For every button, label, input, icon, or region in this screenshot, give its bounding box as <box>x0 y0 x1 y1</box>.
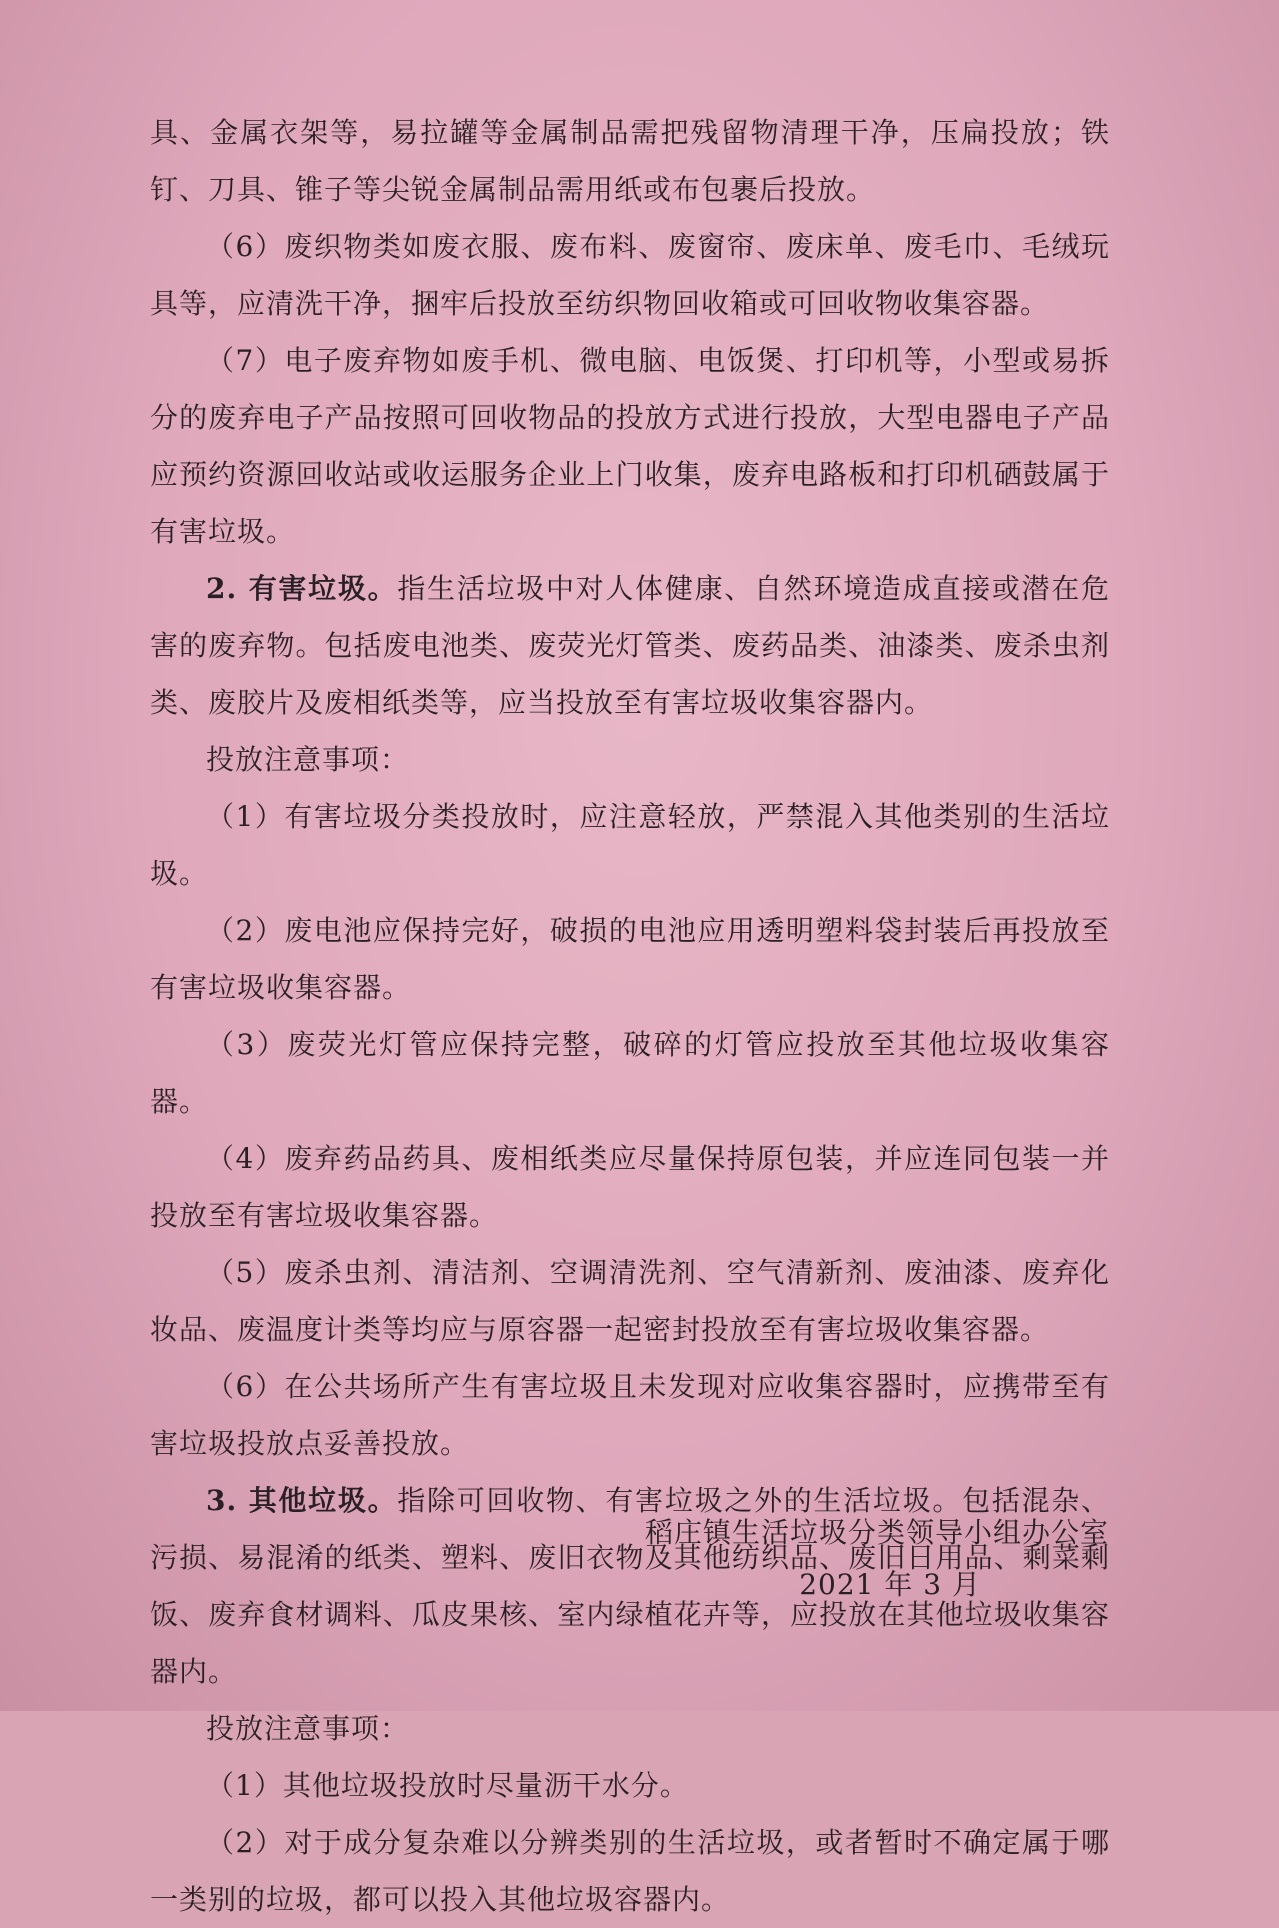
section-heading-other: 3. 其他垃圾。 <box>206 1484 398 1517</box>
paragraph-hazardous-waste <box>150 560 1110 731</box>
document-body <box>150 104 1110 1928</box>
hazardous-note-3: （3）废荧光灯管应保持完整，破碎的灯管应投放至其他垃圾收集容器。 <box>150 1028 1110 1118</box>
paragraph-metal-items: 具、金属衣架等，易拉罐等金属制品需把残留物清理干净，压扁投放；铁钉、刀具、锥子等尖锐金属制品需用纸或布包裹后投放。 <box>150 116 1110 206</box>
hazardous-note-6: （6）在公共场所产生有害垃圾且未发现对应收集容器时，应携带至有害垃圾投放点妥善投放。 <box>150 1370 1110 1460</box>
signature-org: 稻庄镇生活垃圾分类领导小组办公室 <box>644 1516 1109 1549</box>
hazardous-note-5: （5）废杀虫剂、清洁剂、空调清洗剂、空气清新剂、废油漆、废弃化妆品、废温度计类等均应与原容器一起密封投放至有害垃圾收集容器。 <box>150 1256 1110 1346</box>
hazardous-note-2: （2）废电池应保持完好，破损的电池应用透明塑料袋封装后再投放至有害垃圾收集容器。 <box>150 914 1110 1004</box>
other-notes-heading: 投放注意事项： <box>206 1712 410 1745</box>
other-definition: 指除可回收物、有害垃圾之外的生活垃圾。包括混杂、污损、易混淆的纸类、塑料、废旧衣物及其他纺织品、废旧日用品、剩菜剩饭、废弃食材调料、瓜皮果核、室内绿植花卉等，应投放在其他垃圾收集容器内。 <box>150 1484 1110 1688</box>
other-note-1: （1）其他垃圾投放时尽量沥干水分。 <box>206 1769 689 1802</box>
signature-block <box>645 1507 1109 1611</box>
hazardous-note-1: （1）有害垃圾分类投放时，应注意轻放，严禁混入其他类别的生活垃圾。 <box>150 800 1110 890</box>
hazardous-notes-heading: 投放注意事项： <box>206 743 410 776</box>
paragraph-textiles: （6）废织物类如废衣服、废布料、废窗帘、废床单、废毛巾、毛绒玩具等，应清洗干净，捆牢后投放至纺织物回收箱或可回收物收集容器。 <box>150 230 1110 320</box>
hazardous-definition: 指生活垃圾中对人体健康、自然环境造成直接或潜在危害的废弃物。包括废电池类、废荧光灯管类、废药品类、油漆类、废杀虫剂类、废胶片及废相纸类等，应当投放至有害垃圾收集容器内。 <box>150 572 1110 719</box>
other-note-2: （2）对于成分复杂难以分辨类别的生活垃圾，或者暂时不确定属于哪一类别的垃圾，都可以投入其他垃圾容器内。 <box>150 1826 1110 1916</box>
signature-date: 2021 年 3 月 <box>799 1568 981 1601</box>
hazardous-note-4: （4）废弃药品药具、废相纸类应尽量保持原包装，并应连同包装一并投放至有害垃圾收集容器。 <box>150 1142 1110 1232</box>
section-heading-hazardous: 2. 有害垃圾。 <box>206 572 398 605</box>
paragraph-electronics: （7）电子废弃物如废手机、微电脑、电饭煲、打印机等，小型或易拆分的废弃电子产品按照可回收物品的投放方式进行投放，大型电器电子产品应预约资源回收站或收运服务企业上门收集，废弃电路板和打印机硒鼓属于有害垃圾。 <box>150 344 1110 548</box>
